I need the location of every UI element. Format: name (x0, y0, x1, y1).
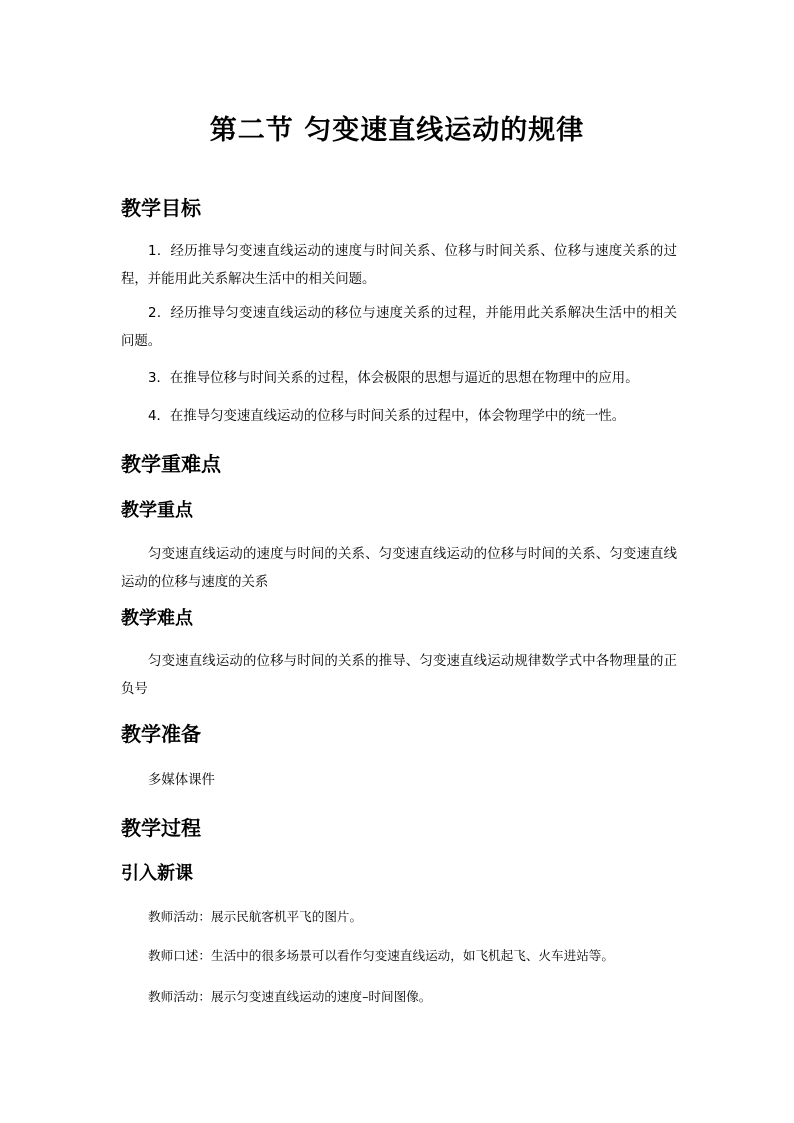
section-heading-preparation: 教学准备 (121, 722, 201, 746)
subsection-heading-difficult: 教学难点 (121, 608, 193, 629)
section-heading-key-difficult: 教学重难点 (121, 452, 221, 476)
preparation-text: 多媒体课件 (148, 773, 215, 788)
intro-item-2: 教师口述：生活中的很多场景可以看作匀变速直线运动，如飞机起飞、火车进站等。 (148, 948, 614, 963)
objective-item-4: 4．在推导匀变速直线运动的位移与时间关系的过程中，体会物理学中的统一性。 (148, 409, 626, 424)
page-title: 第二节 匀变速直线运动的规律 (209, 115, 585, 146)
difficult-points-text: 匀变速直线运动的位移与时间的关系的推导、匀变速直线运动规律数学式中各物理量的正负号 (121, 654, 677, 697)
section-heading-objectives: 教学目标 (121, 196, 201, 220)
subsection-heading-key: 教学重点 (121, 500, 193, 521)
intro-item-1: 教师活动：展示民航客机平飞的图片。 (148, 909, 363, 924)
intro-item-3: 教师活动：展示匀变速直线运动的速度–时间图像。 (148, 989, 432, 1004)
objective-item-3: 3．在推导位移与时间关系的过程，体会极限的思想与逼近的思想在物理中的应用。 (148, 371, 639, 386)
key-points-text: 匀变速直线运动的速度与时间的关系、匀变速直线运动的位移与时间的关系、匀变速直线运动的位移与速度的关系 (121, 547, 677, 590)
objective-item-2: 2．经历推导匀变速直线运动的移位与速度关系的过程，并能用此关系解决生活中的相关问题。 (121, 306, 677, 349)
section-heading-process: 教学过程 (121, 816, 201, 840)
subsection-heading-intro: 引入新课 (121, 863, 193, 884)
objective-item-1: 1．经历推导匀变速直线运动的速度与时间关系、位移与时间关系、位移与速度关系的过程，并能用此关系解决生活中的相关问题。 (121, 244, 677, 287)
